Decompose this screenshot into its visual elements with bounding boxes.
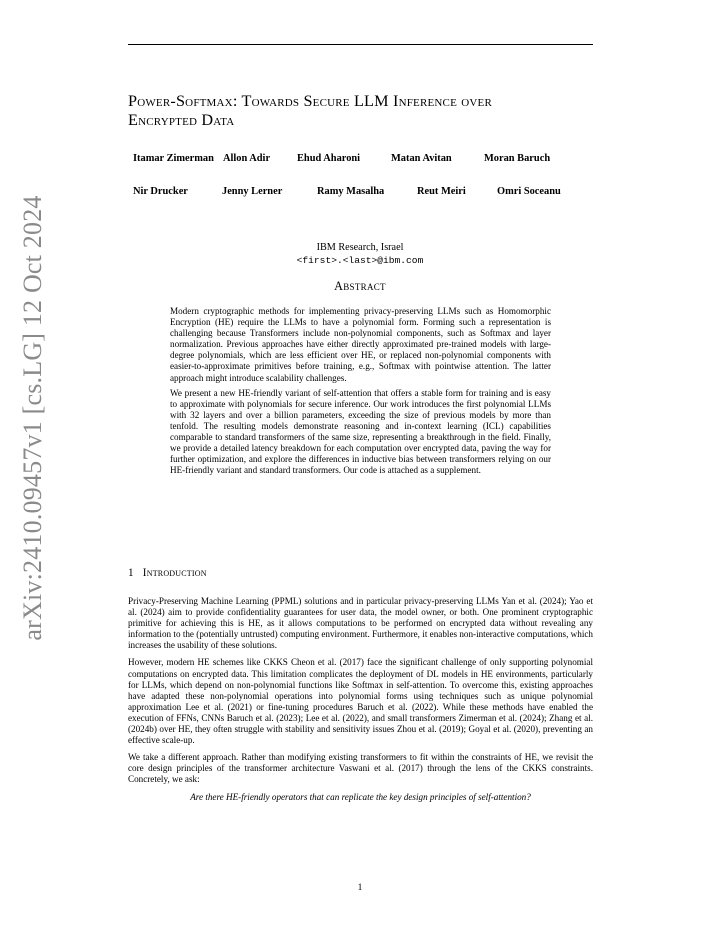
author-name: Ramy Masalha [317, 186, 385, 197]
author-name: Nir Drucker [133, 186, 188, 197]
section-number: 1 [128, 567, 134, 579]
abstract-paragraph: Modern cryptographic methods for implementing privacy-preserving LLMs such as Homomorphic Encryption (HE) require the LLMs to have a polynomial form. Forming such a representation is challenging because Transformers include non-polynomial components, such as Softmax and layer normalization. Previous approaches have either directly approximated pre-trained models with large-degree polynomials, which are less efficient over HE, or replaced non-polynomial components with easier-to-approximate primitives before training, e.g., Softmax with pointwise attention. The latter approach might introduce scalability challenges. [170, 306, 551, 383]
body-paragraph: Privacy-Preserving Machine Learning (PPML) solutions and in particular privacy-preserving LLMs Yan et al. (2024); Yao et al. (2024) aim to provide confidentiality guarantees for user data, the model owner, or both. One prominent cryptographic primitive for achieving this is HE, as it allows computations to be performed on encrypted data without revealing any information to the (potentially untrusted) computing environment. Furthermore, it enables non-interactive computations, which increases the usability of these solutions. [128, 596, 593, 651]
abstract-paragraph: We present a new HE-friendly variant of self-attention that offers a stable form for training and is easy to approximate with polynomials for secure inference. Our work introduces the first polynomial LLMs with 32 layers and over a billion parameters, exceeding the size of previous models by more than tenfold. The resulting models demonstrate reasoning and in-context learning (ICL) capabilities comparable to standard transformers of the same size, representing a breakthrough in the field. Finally, we provide a detailed latency breakdown for each computation over encrypted data, paving the way for further optimization, and explore the differences in inductive bias between transformers relying on our HE-friendly variant and standard transformers. Our code is attached as a supplement. [170, 387, 551, 476]
author-name: Matan Avitan [391, 153, 452, 164]
abstract-body [170, 306, 551, 480]
research-question: Are there HE-friendly operators that can replicate the key design principles of self-attention? [190, 791, 531, 802]
author-name: Reut Meiri [417, 186, 466, 197]
paper-title [128, 92, 603, 130]
author-name: Allon Adir [223, 153, 271, 164]
title-line-2: Encrypted Data [128, 111, 235, 129]
introduction-body [128, 596, 593, 803]
title-line-1: Power-Softmax: Towards Secure LLM Inference over [128, 92, 493, 110]
email-address: <first>.<last>@ibm.com [296, 255, 424, 266]
authors-row-2 [133, 186, 603, 197]
affiliation-block [160, 241, 560, 267]
top-rule [128, 44, 593, 45]
author-name: Itamar Zimerman [133, 153, 214, 164]
author-name: Jenny Lerner [222, 186, 283, 197]
author-name: Ehud Aharoni [297, 153, 361, 164]
body-paragraph: We take a different approach. Rather than modifying existing transformers to fit within the constraints of HE, we revisit the core design principles of the transformer architecture Vaswani et al. (2017) through the lens of the CKKS constraints. Concretely, we ask: [128, 752, 593, 785]
author-name: Moran Baruch [484, 153, 551, 164]
page-number: 1 [357, 883, 363, 893]
section-title: Introduction [142, 567, 207, 579]
author-name: Omri Soceanu [497, 186, 561, 197]
authors-row-1 [133, 153, 603, 164]
body-paragraph: However, modern HE schemes like CKKS Cheon et al. (2017) face the significant challenge of only supporting polynomial computations on encrypted data. This limitation complicates the deployment of DL models in HE environments, particularly for LLMs, which depend on non-polynomial functions like Softmax in self-attention. To overcome this, existing approaches have adapted these non-polynomial operations into polynomial forms using techniques such as unique polynomial approximation Lee et al. (2021) or fine-tuning procedures Baruch et al. (2022). While these methods have enabled the execution of FFNs, CNNs Baruch et al. (2023); Lee et al. (2022), and small transformers Zimerman et al. (2024); Zhang et al. (2024b) over HE, they often struggle with stability and sensitivity issues Zhou et al. (2019); Goyal et al. (2020), preventing an effective scale-up. [128, 657, 593, 746]
abstract-heading: Abstract [334, 279, 386, 293]
section-heading [128, 567, 207, 579]
arxiv-identifier: arXiv:2410.09457v1 [cs.LG] 12 Oct 2024 [18, 195, 47, 641]
affiliation: IBM Research, Israel [316, 242, 404, 253]
